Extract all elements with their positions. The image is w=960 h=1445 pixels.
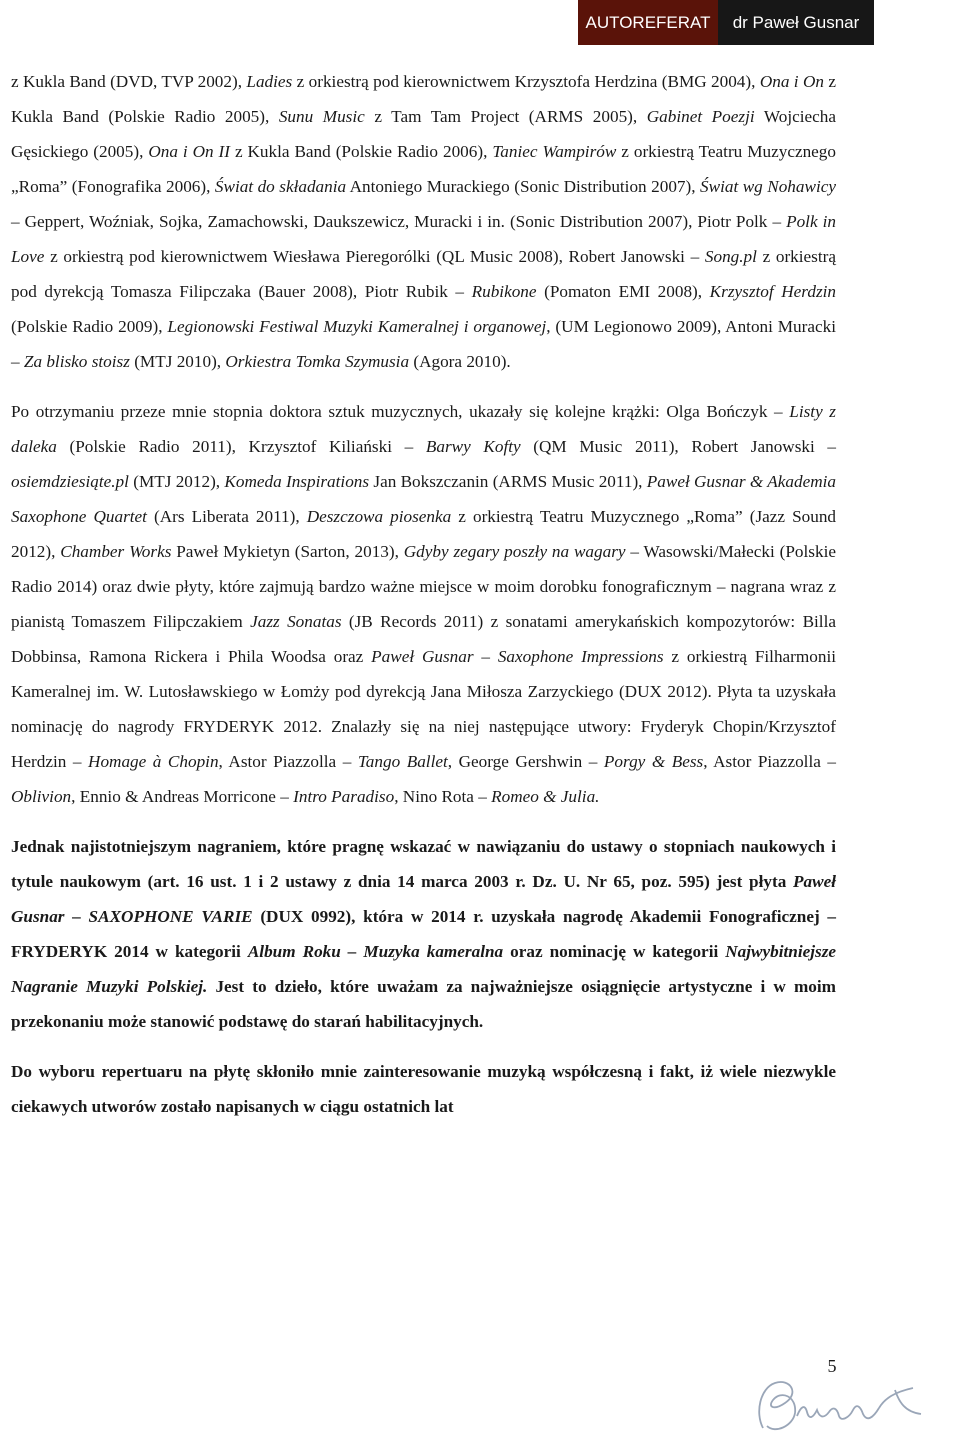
body-text: (Agora 2010). — [409, 352, 511, 371]
italic-title-text: Barwy Kofty — [425, 437, 521, 456]
body-text: , Astor Piazzolla – — [218, 752, 358, 771]
body-text: z Tam Tam Project (ARMS 2005), — [364, 107, 647, 126]
body-text: z orkiestrą pod kierownictwem Wiesława Pieregorólki (QL Music 2008), Robert Janowski – — [44, 247, 705, 266]
header-section-label: AUTOREFERAT — [578, 0, 718, 45]
page-number: 5 — [827, 1356, 837, 1376]
body-text: Jest to dzieło, które uważam za najważniejsze osiągnięcie artystyczne i w moim przekonaniu może stanowić podstawę do starań habilitacyjnych. — [11, 977, 836, 1031]
italic-title-text: Tango Ballet — [357, 752, 448, 771]
body-text: Po otrzymaniu przeze mnie stopnia doktora sztuk muzycznych, ukazały się kolejne krążki: Olga Bończyk – — [11, 402, 790, 421]
body-text: Paweł Mykietyn (Sarton, 2013), — [171, 542, 404, 561]
italic-title-text: Sunu Music — [278, 107, 365, 126]
italic-title-text: Paweł Gusnar – SAXOPHONE VARIE — [11, 872, 836, 926]
italic-title-text: Polk in Love — [11, 212, 836, 266]
page-header — [578, 0, 874, 45]
italic-title-text: Najwybitniejsze Nagranie Muzyki Polskiej. — [11, 942, 837, 996]
paragraph-discography-early — [11, 64, 836, 379]
italic-title-text: Oblivion — [11, 787, 72, 806]
italic-title-text: Orkiestra Tomka Szymusia — [225, 352, 410, 371]
body-text: , (UM Legionowo 2009), Antoni Muracki – — [11, 317, 837, 371]
italic-title-text: Rubikone — [471, 282, 537, 301]
body-text: , Ennio & Andreas Morricone – — [71, 787, 294, 806]
body-text: z orkiestrą Filharmonii Kameralnej im. W. Lutosławskiego w Łomży pod dyrekcją Jana Miłosza Zarzyckiego (DUX 2012). Płyta ta uzyskała nominację do nagrody FRYDERYK 2012. Znalazły się na niej następujące utwory: Fryderyk Chopin/Krzysztof Herdzin – — [11, 647, 836, 771]
italic-title-text: Porgy & Bess — [603, 752, 704, 771]
body-text: z orkiestrą pod dyrekcją Tomasza Filipczaka (Bauer 2008), Piotr Rubik – — [11, 247, 836, 301]
italic-title-text: Deszczowa piosenka — [306, 507, 452, 526]
paragraph-discography-after-doctorate — [11, 394, 836, 814]
body-text: (MTJ 2012), — [128, 472, 225, 491]
document-body — [11, 64, 836, 1139]
body-text: (Pomaton EMI 2008), — [536, 282, 710, 301]
body-text: z orkiestrą Teatru Muzycznego „Roma” (Fonografika 2006), — [11, 142, 836, 196]
body-text: Antoniego Murackiego (Sonic Distribution 2007), — [346, 177, 701, 196]
body-text: , Astor Piazzolla – — [703, 752, 836, 771]
paragraph-repertoire — [11, 1054, 836, 1124]
italic-title-text: Paweł Gusnar – Saxophone Impressions — [371, 647, 664, 666]
italic-title-text: Jazz Sonatas — [250, 612, 342, 631]
italic-title-text: Paweł Gusnar & Akademia Saxophone Quartet — [11, 472, 836, 526]
italic-title-text: Krzysztof Herdzin — [709, 282, 837, 301]
body-text: (QM Music 2011), Robert Janowski – — [520, 437, 836, 456]
italic-title-text: Taniec Wampirów — [492, 142, 617, 161]
italic-title-text: Romeo & Julia. — [491, 787, 600, 806]
body-text: z orkiestrą Teatru Muzycznego „Roma” (Jazz Sound 2012), — [11, 507, 837, 561]
italic-title-text: Listy z daleka — [11, 402, 836, 456]
body-text: (Polskie Radio 2009), — [11, 317, 168, 336]
italic-title-text: Ona i On — [759, 72, 824, 91]
body-text: oraz nominację w kategorii — [503, 942, 726, 961]
body-text: (Ars Liberata 2011), — [146, 507, 307, 526]
signature-graphic — [745, 1368, 935, 1443]
body-text: Jan Bokszczanin (ARMS Music 2011), — [369, 472, 647, 491]
body-text: z Kukla Band (Polskie Radio 2005), — [11, 72, 836, 126]
header-author-label: dr Paweł Gusnar — [718, 0, 874, 45]
italic-title-text: Legionowski Festiwal Muzyki Kameralnej i organowej — [167, 317, 547, 336]
italic-title-text: Gabinet Poezji — [646, 107, 755, 126]
body-text: (JB Records 2011) z sonatami amerykańskich kompozytorów: Billa Dobbinsa, Ramona Rickera i Phila Woodsa oraz — [11, 612, 836, 666]
body-text: – Geppert, Woźniak, Sojka, Zamachowski, Daukszewicz, Muracki i in. (Sonic Distribution 2007), Piotr Polk – — [11, 212, 787, 231]
body-text: z orkiestrą pod kierownictwem Krzysztofa Herdzina (BMG 2004), — [292, 72, 760, 91]
italic-title-text: Za blisko stoisz — [23, 352, 130, 371]
body-text: , Nino Rota – — [394, 787, 492, 806]
italic-title-text: osiemdziesiąte.pl — [11, 472, 129, 491]
italic-title-text: Ladies — [246, 72, 293, 91]
italic-title-text: Gdyby zegary poszły na wagary — [403, 542, 626, 561]
body-text: Jednak najistotniejszym nagraniem, które pragnę wskazać w nawiązaniu do ustawy o stopniach naukowych i tytule naukowym (art. 16 ust. 1 i 2 ustawy z dnia 14 marca 2003 r. Dz. U. Nr 65, poz. 595) jest płyta — [11, 837, 836, 891]
body-text: (DUX 0992), która w 2014 r. uzyskała nagrodę Akademii Fonograficznej – FRYDERYK 2014 w kategorii — [11, 907, 837, 961]
body-text: Do wyboru repertuaru na płytę skłoniło mnie zainteresowanie muzyką współczesną i fakt, iż wiele niezwykle ciekawych utworów zostało napisanych w ciągu ostatnich lat — [11, 1062, 836, 1116]
body-text: (MTJ 2010), — [129, 352, 226, 371]
body-text: z Kukla Band (DVD, TVP 2002), — [11, 72, 247, 91]
italic-title-text: Świat do składania — [214, 177, 347, 196]
paragraph-main-recording — [11, 829, 836, 1039]
body-text: (Polskie Radio 2011), Krzysztof Kiliański – — [56, 437, 426, 456]
italic-title-text: Ona i On II — [148, 142, 230, 161]
body-text: Wojciecha Gęsickiego (2005), — [11, 107, 836, 161]
italic-title-text: Świat wg Nohawicy — [700, 177, 836, 196]
italic-title-text: Song.pl — [704, 247, 757, 266]
body-text: – Wasowski/Małecki (Polskie Radio 2014) oraz dwie płyty, które zajmują bardzo ważne miejsce w moim dorobku fonograficznym – nagrana wraz z pianistą Tomaszem Filipczakiem — [11, 542, 836, 631]
italic-title-text: Homage à Chopin — [88, 752, 219, 771]
italic-title-text: Komeda Inspirations — [224, 472, 370, 491]
body-text: , George Gershwin – — [447, 752, 604, 771]
italic-title-text: Album Roku – Muzyka kameralna — [247, 942, 504, 961]
body-text: z Kukla Band (Polskie Radio 2006), — [230, 142, 493, 161]
italic-title-text: Intro Paradiso — [293, 787, 395, 806]
italic-title-text: Chamber Works — [60, 542, 172, 561]
